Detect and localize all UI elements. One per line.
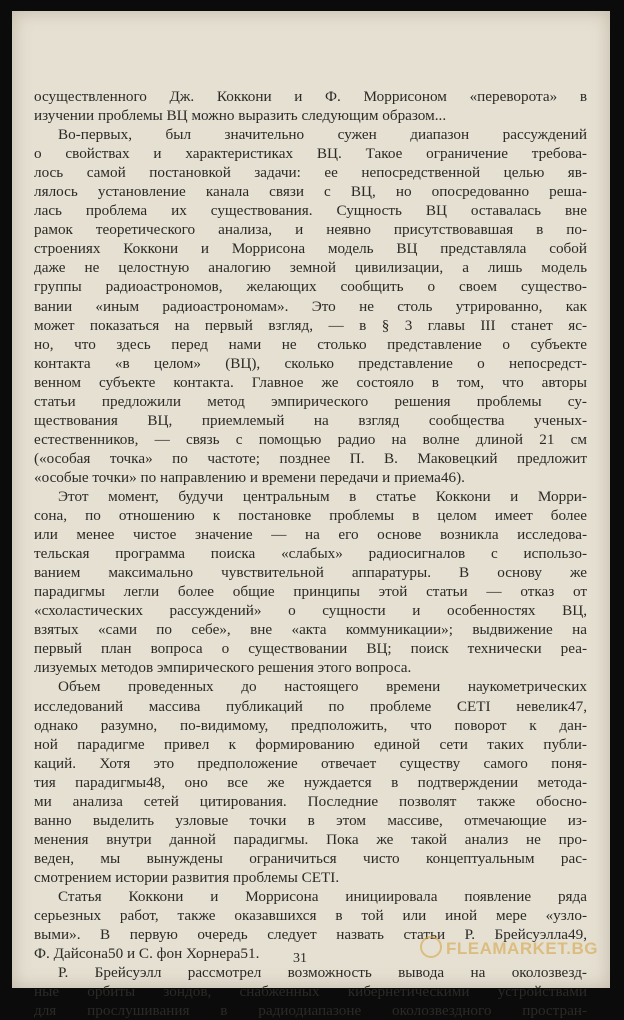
text-line: Статья Коккони и Моррисона инициировала появление ряда <box>58 887 587 905</box>
text-line: Этот момент, будучи центральным в статье Коккони и Морри- <box>58 487 587 505</box>
text-line: Объем проведенных до настоящего времени наукометрических <box>58 678 587 696</box>
text-line: смотрением истории развития проблемы CETI. <box>34 868 340 886</box>
text-line: лялось установление канала связи с ВЦ, но опосредованно реша- <box>34 183 587 201</box>
text-line: или менее чистое значение — на его основе возникла исследова- <box>34 526 587 544</box>
text-line: сона, по отношению к постановке проблемы в целом имеет более <box>34 507 587 525</box>
text-line: первый план вопроса о существовании ВЦ; поиск технически реа- <box>34 640 587 658</box>
text-line: серьезных работ, также оказавшихся в той или иной мере «узло- <box>34 907 587 925</box>
text-line: группы радиоастрономов, желающих сообщить о своем существо- <box>34 278 587 296</box>
text-line: ные орбиты зондов, снабженных кибернетическими устройствами <box>34 983 587 1001</box>
text-line: но, что здесь перед нами не столько представление о субъекте <box>34 335 587 353</box>
text-line: ванием максимально чувствительной аппаратуры. В основу же <box>34 564 587 582</box>
watermark <box>420 936 598 959</box>
text-line: тельская программа поиска «слабых» радиосигналов с использо- <box>34 545 587 563</box>
watermark-text: FLEAMARKET.BG <box>446 939 598 958</box>
page-number: 31 <box>293 951 307 966</box>
text-line: лизуемых методов эмпирического решения этого вопроса. <box>34 659 412 677</box>
text-line: осуществленного Дж. Коккони и Ф. Моррисоном «переворота» в <box>34 88 587 105</box>
body-text <box>34 87 587 1020</box>
text-line: «схоластических рассуждений» о сущности и особенностях ВЦ, <box>34 602 587 620</box>
text-line: венном субъекте контакта. Главное же состояло в том, что авторы <box>34 373 587 391</box>
text-line: веден, мы вынуждены ограничиться чисто концептуальным рас- <box>34 849 587 867</box>
text-line: исследований массива публикаций по проблеме CETI невелик47, <box>34 697 587 715</box>
text-line: может показаться на первый взгляд, — в § 3 главы III станет яс- <box>34 316 587 334</box>
text-line: Р. Брейсуэлл рассмотрел возможность вывода на околозвезд- <box>58 964 587 982</box>
text-line: даже не целостную аналогию земной цивилизации, а лишь модель <box>34 259 587 277</box>
text-line: парадигмы легли более общие принципы этой статьи — отказ от <box>34 583 587 601</box>
text-line: о свойствах и характеристиках ВЦ. Такое ограничение требова- <box>34 145 587 163</box>
text-line: ванно выделить узловые точки в этом массиве, отмечающие из- <box>34 811 587 829</box>
text-line: ществования ВЦ, приемлемый на взгляд сообщества ученых- <box>34 411 587 429</box>
text-line: однако разумно, по-видимому, предположить, что поворот к дан- <box>34 716 587 734</box>
text-line: каций. Хотя это предположение отвечает существу самого поня- <box>34 754 587 772</box>
text-line: статьи предложили метод эмпирического решения проблемы су- <box>34 392 587 410</box>
text-line: Во-первых, был значительно сужен диапазон рассуждений <box>58 126 587 144</box>
text-line: лось самой постановкой задачи: ее непосредственной целью яв- <box>34 164 587 182</box>
text-line: естественников, — связь с помощью радио на волне длиной 21 см <box>34 430 587 448</box>
text-line: («особая точка» по частоте; позднее П. В. Маковецкий предложит <box>34 449 587 467</box>
text-line: выми». В первую очередь следует назвать статьи Р. Брейсуэлла49, <box>34 926 587 944</box>
text-line: вании «иным радиоастрономам». Это не столь утрированно, как <box>34 297 587 315</box>
text-line: менения внутри данной парадигмы. Пока же такой анализ не про- <box>34 830 587 848</box>
text-line: лась проблема их существования. Сущность ВЦ оставалась вне <box>34 202 587 220</box>
book-page <box>12 11 610 1020</box>
text-line: контакта «в целом» (ВЦ), сколько представление о непосредст- <box>34 354 587 372</box>
text-line: Ф. Дайсона50 и С. фон Хорнера51. <box>34 945 260 963</box>
text-line: взятых «сами по себе», вне «акта коммуникации»; выдвижение на <box>34 621 587 639</box>
text-line: изучении проблемы ВЦ можно выразить следующим образом... <box>34 107 447 125</box>
text-line: «особые точки» по направлению и времени передачи и приема46). <box>34 468 465 486</box>
watermark-logo-icon <box>420 936 442 958</box>
text-line: рамок теоретического анализа, и неявно присутствовавшая в по- <box>34 221 587 239</box>
text-line: ной парадигме привел к формированию единой сети таких публи- <box>34 735 587 753</box>
text-line: для прослушивания в радиодиапазоне околозвездного простран- <box>34 1002 587 1020</box>
text-line: строениях Коккони и Моррисона модель ВЦ представляла собой <box>34 240 587 258</box>
text-line: тия парадигмы48, оно все же нуждается в подтверждении метода- <box>34 773 587 791</box>
text-line: ми анализа сетей цитирования. Последние позволят также обосно- <box>34 792 587 810</box>
